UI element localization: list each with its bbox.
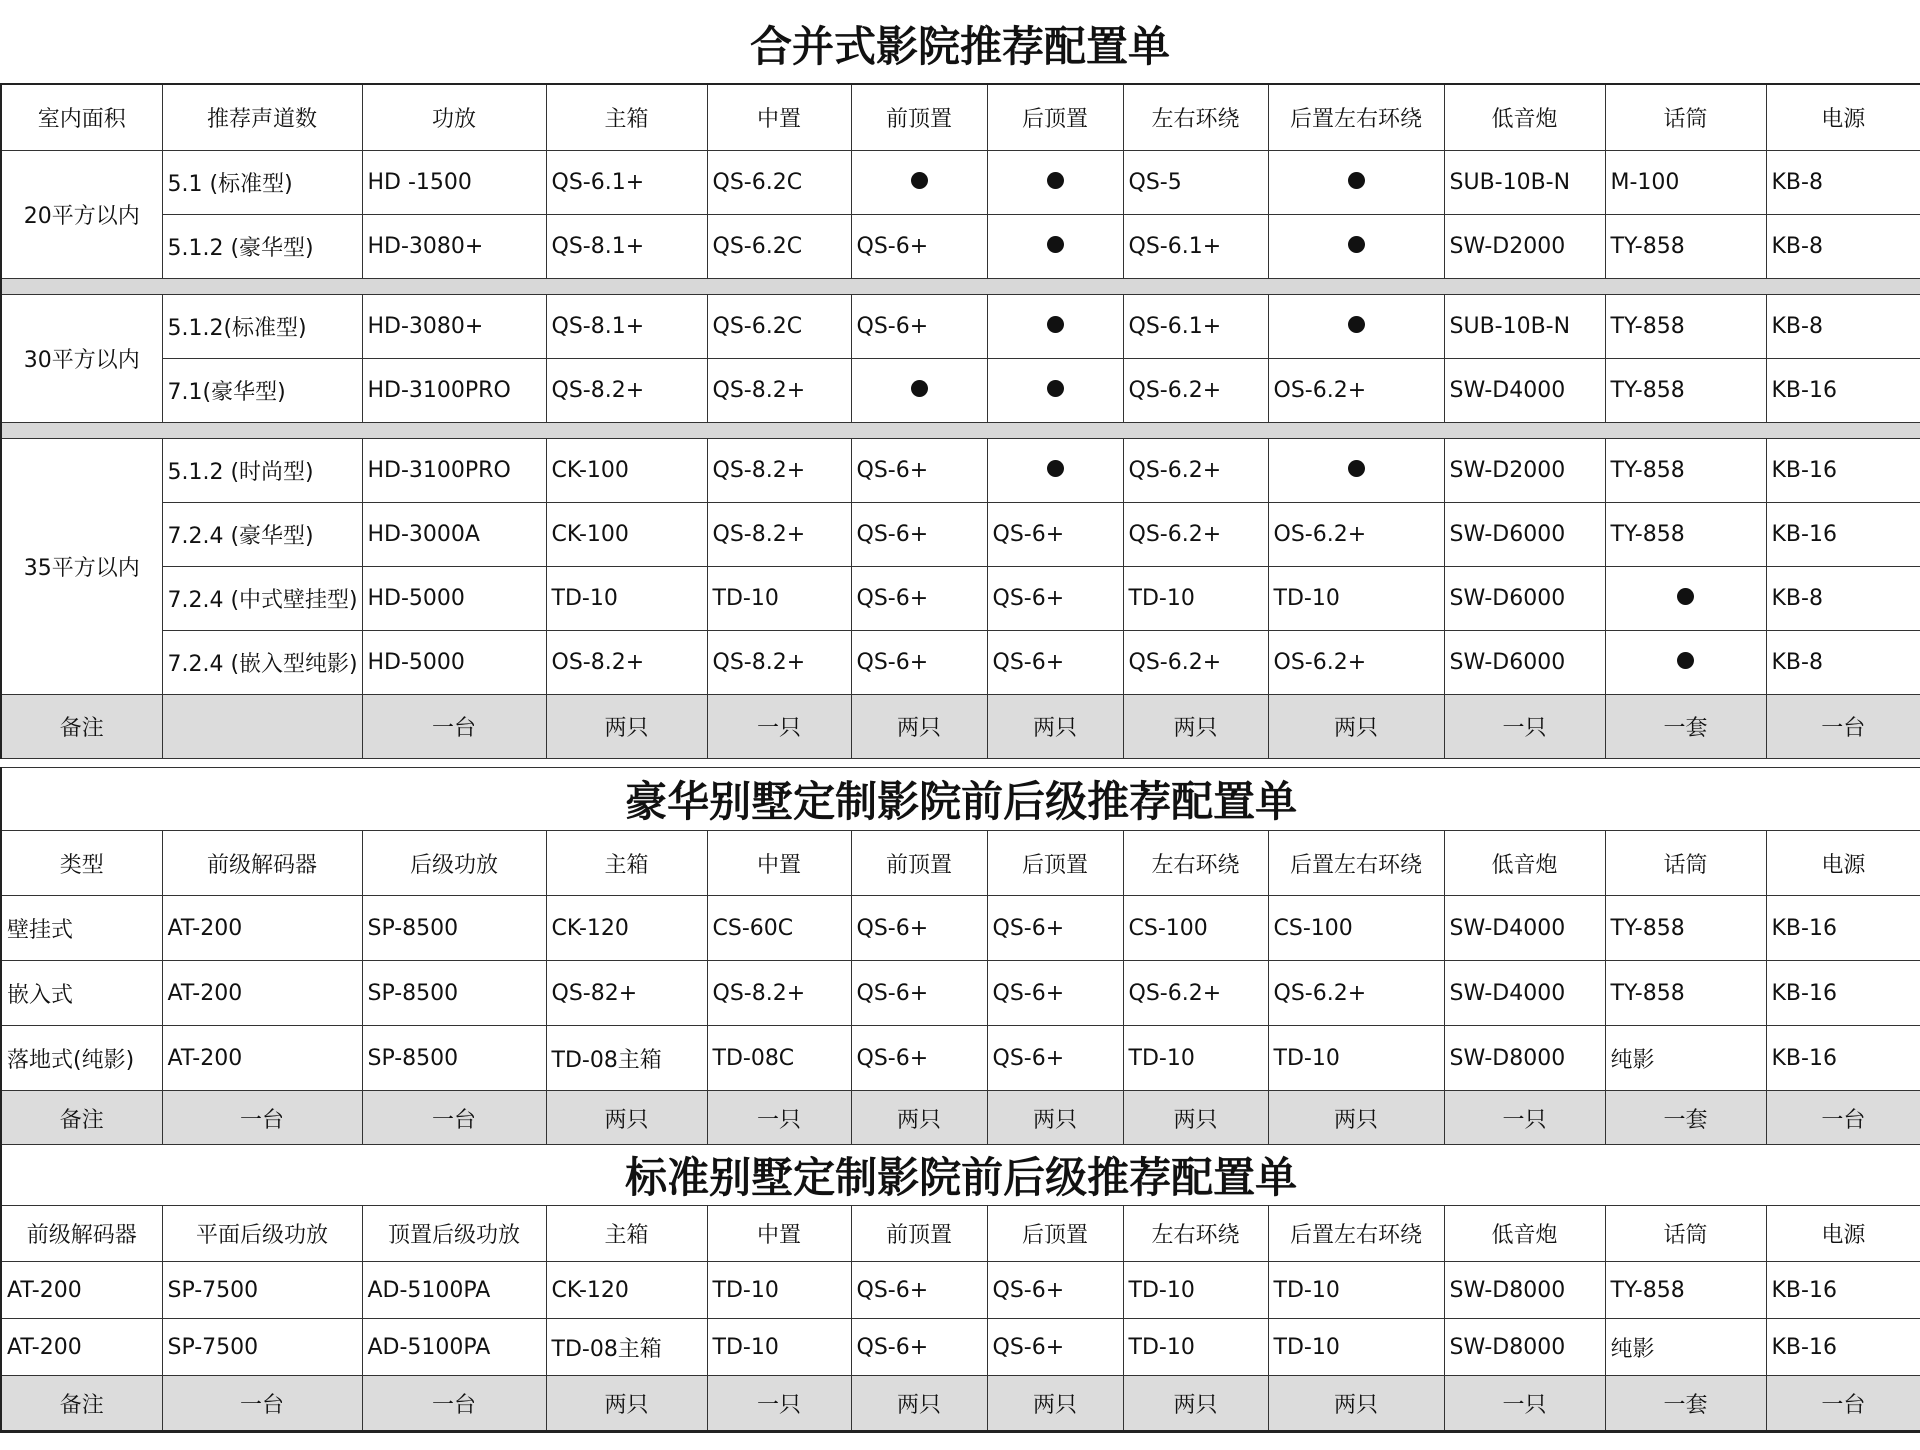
table-row: [1, 438, 1920, 502]
filled-dot-icon: [911, 172, 928, 189]
cell: [851, 150, 987, 214]
cell: 7.2.4 (中式壁挂型): [162, 566, 362, 630]
cell: QS-6+: [851, 214, 987, 278]
header-cell: 中置: [707, 831, 851, 896]
note-cell: 一套: [1605, 1091, 1766, 1147]
cell: TD-08主箱: [546, 1319, 707, 1376]
cell: QS-6+: [851, 1026, 987, 1091]
note-cell: 两只: [851, 694, 987, 758]
note-cell: 两只: [851, 1091, 987, 1147]
cell: QS-6.2+: [1123, 630, 1268, 694]
header-cell: 电源: [1766, 1206, 1920, 1262]
cell: 纯影: [1605, 1319, 1766, 1376]
cell: [987, 358, 1123, 422]
cell: QS-8.2+: [707, 358, 851, 422]
header-cell: 话筒: [1605, 84, 1766, 150]
cell: QS-6+: [851, 896, 987, 961]
note-cell: 一套: [1605, 694, 1766, 758]
cell: HD-5000: [362, 566, 546, 630]
cell: M-100: [1605, 150, 1766, 214]
cell: TY-858: [1605, 214, 1766, 278]
cell: QS-6.2C: [707, 214, 851, 278]
cell: OS-8.2+: [546, 630, 707, 694]
standard-villa-config-table: [0, 1144, 1920, 1433]
filled-dot-icon: [1348, 172, 1365, 189]
header-cell: 前顶置: [851, 831, 987, 896]
cell: QS-6+: [851, 630, 987, 694]
filled-dot-icon: [1047, 380, 1064, 397]
cell: TD-10: [707, 566, 851, 630]
header-cell: 后级功放: [362, 831, 546, 896]
filled-dot-icon: [1677, 652, 1694, 669]
cell: QS-6+: [851, 294, 987, 358]
note-cell: 两只: [1268, 694, 1444, 758]
header-cell: 电源: [1766, 84, 1920, 150]
cell: KB-16: [1766, 1262, 1920, 1319]
note-cell: 一只: [1444, 1376, 1605, 1432]
header-cell: 主箱: [546, 1206, 707, 1262]
note-cell: 一台: [162, 1091, 362, 1147]
note-cell: 一台: [162, 1376, 362, 1432]
table-header-row: [1, 831, 1920, 896]
note-cell: 备注: [1, 1376, 162, 1432]
cell: AD-5100PA: [362, 1319, 546, 1376]
note-cell: 一只: [707, 1376, 851, 1432]
header-cell: 室内面积: [1, 84, 162, 150]
cell: HD-3000A: [362, 502, 546, 566]
cell: KB-8: [1766, 294, 1920, 358]
note-cell: 一台: [1766, 1091, 1920, 1147]
table-header-row: [1, 1206, 1920, 1262]
cell: QS-6+: [851, 566, 987, 630]
cell: TY-858: [1605, 294, 1766, 358]
cell: CS-100: [1123, 896, 1268, 961]
cell: SP-8500: [362, 1026, 546, 1091]
cell: QS-6.2C: [707, 294, 851, 358]
note-row: [1, 694, 1920, 758]
cell: 5.1.2(标准型): [162, 294, 362, 358]
cell: SW-D6000: [1444, 566, 1605, 630]
note-row: [1, 1091, 1920, 1147]
cell: SW-D6000: [1444, 630, 1605, 694]
cell: AT-200: [1, 1262, 162, 1319]
note-cell: 一台: [1766, 1376, 1920, 1432]
area-cell: 35平方以内: [1, 438, 162, 694]
note-row: [1, 1376, 1920, 1432]
cell: QS-6.2+: [1268, 961, 1444, 1026]
cell: QS-6+: [987, 896, 1123, 961]
note-cell: [162, 694, 362, 758]
header-cell: 后置左右环绕: [1268, 1206, 1444, 1262]
header-cell: 前顶置: [851, 1206, 987, 1262]
filled-dot-icon: [1047, 316, 1064, 333]
note-cell: 备注: [1, 1091, 162, 1147]
cell: 壁挂式: [1, 896, 162, 961]
cell: QS-82+: [546, 961, 707, 1026]
cell: SW-D4000: [1444, 358, 1605, 422]
note-cell: 两只: [1268, 1376, 1444, 1432]
cell: SUB-10B-N: [1444, 294, 1605, 358]
cell: SW-D6000: [1444, 502, 1605, 566]
note-cell: 两只: [546, 1091, 707, 1147]
cell: [1268, 150, 1444, 214]
note-cell: 两只: [546, 694, 707, 758]
cell: KB-16: [1766, 358, 1920, 422]
cell: SUB-10B-N: [1444, 150, 1605, 214]
cell: CK-120: [546, 1262, 707, 1319]
cell: SP-8500: [362, 896, 546, 961]
cell: HD-3080+: [362, 214, 546, 278]
cell: SP-7500: [162, 1262, 362, 1319]
cell: QS-6.2C: [707, 150, 851, 214]
note-cell: 两只: [1268, 1091, 1444, 1147]
cell: SW-D8000: [1444, 1262, 1605, 1319]
note-cell: 一台: [362, 1091, 546, 1147]
cell: QS-8.2+: [707, 502, 851, 566]
cell: 嵌入式: [1, 961, 162, 1026]
cell: KB-16: [1766, 1319, 1920, 1376]
cell: HD-3080+: [362, 294, 546, 358]
cell: QS-6.2+: [1123, 438, 1268, 502]
cell: SW-D2000: [1444, 214, 1605, 278]
cell: SW-D8000: [1444, 1319, 1605, 1376]
table-row: [1, 150, 1920, 214]
cell: QS-6.1+: [546, 150, 707, 214]
filled-dot-icon: [1047, 172, 1064, 189]
separator-cell: [1, 422, 1920, 438]
table-row: [1, 566, 1920, 630]
cell: TY-858: [1605, 502, 1766, 566]
cell: TY-858: [1605, 896, 1766, 961]
note-cell: 两只: [1123, 694, 1268, 758]
note-cell: 两只: [1123, 1376, 1268, 1432]
cell: TD-10: [1123, 1026, 1268, 1091]
cell: [987, 294, 1123, 358]
cell: QS-6+: [851, 1319, 987, 1376]
group-separator: [1, 422, 1920, 438]
table-title-row: [1, 1145, 1920, 1206]
table-title-row: [1, 768, 1920, 831]
cell: QS-6.1+: [1123, 294, 1268, 358]
cell: SW-D8000: [1444, 1026, 1605, 1091]
note-cell: 一只: [707, 694, 851, 758]
cell: QS-8.2+: [707, 630, 851, 694]
cell: OS-6.2+: [1268, 502, 1444, 566]
table3-title: 标准别墅定制影院前后级推荐配置单: [1, 1145, 1920, 1206]
cell: [987, 438, 1123, 502]
filled-dot-icon: [1677, 588, 1694, 605]
cell: 5.1 (标准型): [162, 150, 362, 214]
cell: SW-D4000: [1444, 961, 1605, 1026]
cell: KB-8: [1766, 566, 1920, 630]
header-cell: 前顶置: [851, 84, 987, 150]
cell: TD-10: [707, 1319, 851, 1376]
cell: TD-10: [707, 1262, 851, 1319]
cell: HD -1500: [362, 150, 546, 214]
cell: QS-8.1+: [546, 214, 707, 278]
cell: KB-16: [1766, 896, 1920, 961]
cell: TY-858: [1605, 961, 1766, 1026]
cell: [851, 358, 987, 422]
header-cell: 话筒: [1605, 1206, 1766, 1262]
cell: TD-10: [546, 566, 707, 630]
area-cell: 30平方以内: [1, 294, 162, 422]
cell: SP-8500: [362, 961, 546, 1026]
separator-cell: [1, 278, 1920, 294]
cell: QS-6.2+: [1123, 502, 1268, 566]
cell: AT-200: [1, 1319, 162, 1376]
table-row: [1, 630, 1920, 694]
cell: KB-8: [1766, 214, 1920, 278]
cell: QS-6+: [851, 1262, 987, 1319]
cell: HD-5000: [362, 630, 546, 694]
table-row: [1, 294, 1920, 358]
cell: TD-10: [1268, 1262, 1444, 1319]
cell: [1605, 630, 1766, 694]
filled-dot-icon: [1047, 236, 1064, 253]
table-row: [1, 358, 1920, 422]
header-cell: 推荐声道数: [162, 84, 362, 150]
table-row: [1, 961, 1920, 1026]
cell: QS-5: [1123, 150, 1268, 214]
cell: [1268, 214, 1444, 278]
cell: 纯影: [1605, 1026, 1766, 1091]
header-cell: 主箱: [546, 84, 707, 150]
note-cell: 两只: [987, 694, 1123, 758]
area-cell: 20平方以内: [1, 150, 162, 278]
table1-title: 合并式影院推荐配置单: [749, 22, 1170, 71]
cell: KB-16: [1766, 961, 1920, 1026]
cell: CS-100: [1268, 896, 1444, 961]
header-cell: 左右环绕: [1123, 1206, 1268, 1262]
cell: TD-10: [1123, 566, 1268, 630]
cell: QS-6+: [987, 566, 1123, 630]
cell: AD-5100PA: [362, 1262, 546, 1319]
header-cell: 顶置后级功放: [362, 1206, 546, 1262]
cell: CS-60C: [707, 896, 851, 961]
cell: HD-3100PRO: [362, 358, 546, 422]
cell: AT-200: [162, 896, 362, 961]
cell: [1268, 438, 1444, 502]
note-cell: 一台: [362, 694, 546, 758]
header-cell: 类型: [1, 831, 162, 896]
cell: CK-120: [546, 896, 707, 961]
cell: QS-8.2+: [546, 358, 707, 422]
cell: QS-6+: [987, 502, 1123, 566]
filled-dot-icon: [911, 380, 928, 397]
cell: TY-858: [1605, 438, 1766, 502]
luxury-villa-config-table: [0, 767, 1920, 1147]
integrated-cinema-config-table: [0, 83, 1920, 759]
header-cell: 左右环绕: [1123, 84, 1268, 150]
cell: QS-8.2+: [707, 961, 851, 1026]
header-cell: 低音炮: [1444, 1206, 1605, 1262]
filled-dot-icon: [1348, 236, 1365, 253]
cell: 7.2.4 (嵌入型纯影): [162, 630, 362, 694]
cell: KB-8: [1766, 150, 1920, 214]
cell: KB-16: [1766, 438, 1920, 502]
header-cell: 左右环绕: [1123, 831, 1268, 896]
note-cell: 备注: [1, 694, 162, 758]
header-cell: 后置左右环绕: [1268, 831, 1444, 896]
note-cell: 两只: [987, 1376, 1123, 1432]
note-cell: 一只: [1444, 694, 1605, 758]
cell: QS-6.2+: [1123, 358, 1268, 422]
header-cell: 电源: [1766, 831, 1920, 896]
cell: TD-10: [1268, 1319, 1444, 1376]
header-cell: 后顶置: [987, 84, 1123, 150]
header-cell: 中置: [707, 84, 851, 150]
cell: QS-6+: [987, 1262, 1123, 1319]
cell: SW-D4000: [1444, 896, 1605, 961]
table-row: [1, 502, 1920, 566]
cell: QS-6+: [851, 961, 987, 1026]
cell: QS-6+: [987, 961, 1123, 1026]
note-cell: 两只: [987, 1091, 1123, 1147]
cell: QS-6+: [987, 630, 1123, 694]
cell: KB-8: [1766, 630, 1920, 694]
note-cell: 两只: [546, 1376, 707, 1432]
table-row: [1, 1026, 1920, 1091]
cell: TD-08主箱: [546, 1026, 707, 1091]
header-cell: 前级解码器: [1, 1206, 162, 1262]
cell: CK-100: [546, 502, 707, 566]
cell: [1605, 566, 1766, 630]
cell: QS-6+: [987, 1319, 1123, 1376]
cell: TD-08C: [707, 1026, 851, 1091]
cell: [987, 214, 1123, 278]
cell: TY-858: [1605, 358, 1766, 422]
note-cell: 一台: [1766, 694, 1920, 758]
group-separator: [1, 278, 1920, 294]
cell: QS-6+: [851, 502, 987, 566]
note-cell: 一台: [362, 1376, 546, 1432]
cell: 7.1(豪华型): [162, 358, 362, 422]
table-header-row: [1, 84, 1920, 150]
header-cell: 前级解码器: [162, 831, 362, 896]
filled-dot-icon: [1047, 460, 1064, 477]
cell: 5.1.2 (豪华型): [162, 214, 362, 278]
cell: SP-7500: [162, 1319, 362, 1376]
header-cell: 中置: [707, 1206, 851, 1262]
header-cell: 平面后级功放: [162, 1206, 362, 1262]
cell: AT-200: [162, 1026, 362, 1091]
note-cell: 两只: [1123, 1091, 1268, 1147]
table-row: [1, 214, 1920, 278]
cell: SW-D2000: [1444, 438, 1605, 502]
header-cell: 主箱: [546, 831, 707, 896]
cell: CK-100: [546, 438, 707, 502]
cell: TD-10: [1268, 1026, 1444, 1091]
header-cell: 低音炮: [1444, 831, 1605, 896]
cell: OS-6.2+: [1268, 358, 1444, 422]
header-cell: 后顶置: [987, 831, 1123, 896]
note-cell: 一只: [1444, 1091, 1605, 1147]
note-cell: 两只: [851, 1376, 987, 1432]
filled-dot-icon: [1348, 460, 1365, 477]
note-cell: 一套: [1605, 1376, 1766, 1432]
table-row: [1, 896, 1920, 961]
cell: QS-6+: [987, 1026, 1123, 1091]
header-cell: 后顶置: [987, 1206, 1123, 1262]
cell: [1268, 294, 1444, 358]
cell: [987, 150, 1123, 214]
cell: KB-16: [1766, 1026, 1920, 1091]
cell: QS-8.1+: [546, 294, 707, 358]
cell: TD-10: [1123, 1262, 1268, 1319]
cell: TD-10: [1123, 1319, 1268, 1376]
cell: QS-8.2+: [707, 438, 851, 502]
cell: KB-16: [1766, 502, 1920, 566]
cell: AT-200: [162, 961, 362, 1026]
cell: OS-6.2+: [1268, 630, 1444, 694]
cell: TY-858: [1605, 1262, 1766, 1319]
filled-dot-icon: [1348, 316, 1365, 333]
header-cell: 低音炮: [1444, 84, 1605, 150]
cell: 落地式(纯影): [1, 1026, 162, 1091]
cell: 7.2.4 (豪华型): [162, 502, 362, 566]
cell: TD-10: [1268, 566, 1444, 630]
table2-title: 豪华别墅定制影院前后级推荐配置单: [1, 768, 1920, 831]
cell: 5.1.2 (时尚型): [162, 438, 362, 502]
header-cell: 功放: [362, 84, 546, 150]
note-cell: 一只: [707, 1091, 851, 1147]
header-cell: 后置左右环绕: [1268, 84, 1444, 150]
table-row: [1, 1319, 1920, 1376]
header-cell: 话筒: [1605, 831, 1766, 896]
cell: QS-6+: [851, 438, 987, 502]
cell: QS-6.1+: [1123, 214, 1268, 278]
cell: HD-3100PRO: [362, 438, 546, 502]
table-row: [1, 1262, 1920, 1319]
cell: QS-6.2+: [1123, 961, 1268, 1026]
